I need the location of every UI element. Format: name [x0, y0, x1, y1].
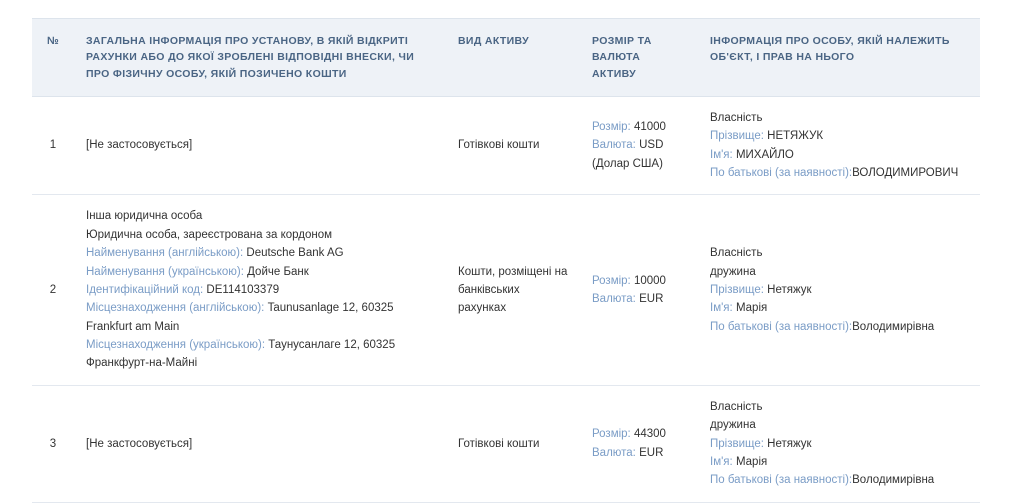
- owner-surname-line: [710, 281, 968, 299]
- asset-currency-label: Валюта:: [592, 139, 636, 152]
- cell-general-info: [74, 195, 446, 386]
- owner-patronymic-line: [710, 164, 968, 182]
- ownership-type: Власність: [710, 247, 763, 260]
- owner-surname-label: Прізвище:: [710, 437, 764, 450]
- owner-surname-label: Прізвище:: [710, 130, 764, 143]
- owner-patronymic-line: [710, 471, 968, 489]
- owner-firstname-line: [710, 146, 968, 164]
- asset-currency-label: Валюта:: [592, 446, 636, 459]
- owner-relation: дружина: [710, 265, 756, 278]
- entity-registration: Юридична особа, зареєстрована за кордоном: [86, 228, 333, 241]
- cell-general-info: [74, 96, 446, 195]
- entity-address-ua-line: [86, 336, 434, 373]
- owner-firstname-value: Марія: [735, 456, 768, 469]
- entity-name-ua-label: Найменування (українською):: [86, 265, 244, 278]
- entity-name-ua-value: Дойче Банк: [247, 265, 309, 278]
- column-header-size-currency: РОЗМІР ТА ВАЛЮТА АКТИВУ: [580, 19, 698, 97]
- table-header: [32, 19, 980, 97]
- asset-currency-note: (Долар США): [592, 157, 663, 170]
- asset-currency-line: [592, 290, 686, 308]
- owner-relation: дружина: [710, 419, 756, 432]
- asset-currency-value: USD: [639, 139, 664, 152]
- owner-patronymic-label: По батькові (за наявності):: [710, 320, 853, 333]
- entity-code-label: Ідентифікаційний код:: [86, 283, 204, 296]
- owner-surname-value: НЕТЯЖУК: [767, 130, 824, 143]
- table-row: [32, 385, 980, 502]
- owner-surname-value: Нетяжук: [767, 437, 812, 450]
- cell-owner-info: [698, 195, 980, 386]
- asset-size-line: [592, 272, 686, 290]
- owner-patronymic-value: Володимирівна: [852, 320, 935, 333]
- asset-currency-line: [592, 136, 686, 154]
- entity-address-ua-label: Місцезнаходження (українською):: [86, 339, 266, 352]
- entity-address-en-value: Taunusanlage 12, 60325 Frankfurt am Main: [86, 302, 394, 333]
- cell-size-currency: [580, 195, 698, 386]
- owner-surname-value: Нетяжук: [767, 283, 812, 296]
- owner-firstname-label: Ім'я:: [710, 302, 733, 315]
- entity-code-value: DE114103379: [206, 283, 280, 296]
- table-header-row: [32, 19, 980, 97]
- entity-name-ua-line: [86, 263, 434, 281]
- general-info-plain: [Не застосовується]: [86, 139, 193, 152]
- owner-surname-line: [710, 435, 968, 453]
- asset-size-line: [592, 118, 686, 136]
- ownership-type: Власність: [710, 400, 763, 413]
- column-header-general-info: ЗАГАЛЬНА ІНФОРМАЦІЯ ПРО УСТАНОВУ, В ЯКІЙ ВІДКРИТІ РАХУНКИ АБО ДО ЯКОЇ ЗРОБЛЕНІ ВІДПОВІДНІ ВНЕСКИ, ЧИ ПРО ФІЗИЧНУ ОСОБУ, ЯКІЙ ПОЗИЧЕНО КОШТИ: [74, 19, 446, 97]
- asset-currency-value: EUR: [639, 293, 664, 306]
- entity-address-en-label: Місцезнаходження (англійською):: [86, 302, 265, 315]
- entity-name-en-value: Deutsche Bank AG: [246, 247, 344, 260]
- asset-size-label: Розмір:: [592, 428, 631, 441]
- row-number: 1: [32, 96, 74, 195]
- owner-firstname-line: [710, 299, 968, 317]
- row-number: 3: [32, 385, 74, 502]
- entity-address-en-line: [86, 299, 434, 336]
- owner-surname-line: [710, 127, 968, 145]
- cell-asset-type: Готівкові кошти: [446, 96, 580, 195]
- row-number: 2: [32, 195, 74, 386]
- owner-firstname-line: [710, 453, 968, 471]
- entity-name-en-line: [86, 244, 434, 262]
- column-header-owner-info: ІНФОРМАЦІЯ ПРО ОСОБУ, ЯКІЙ НАЛЕЖИТЬ ОБ'ЄКТ, І ПРАВ НА НЬОГО: [698, 19, 980, 97]
- asset-size-label: Розмір:: [592, 274, 631, 287]
- owner-patronymic-line: [710, 318, 968, 336]
- cell-asset-type: Кошти, розміщені на банківських рахунках: [446, 195, 580, 386]
- entity-kind: Інша юридична особа: [86, 210, 203, 223]
- table-body: [32, 96, 980, 502]
- cell-general-info: [74, 385, 446, 502]
- cell-owner-info: [698, 96, 980, 195]
- table-row: [32, 195, 980, 386]
- column-header-asset-type: ВИД АКТИВУ: [446, 19, 580, 97]
- asset-size-value: 41000: [633, 120, 666, 133]
- asset-currency-value: EUR: [639, 446, 664, 459]
- owner-firstname-value: Марія: [735, 302, 768, 315]
- asset-size-line: [592, 425, 686, 443]
- owner-patronymic-value: Володимирівна: [852, 474, 935, 487]
- owner-surname-label: Прізвище:: [710, 283, 764, 296]
- owner-firstname-label: Ім'я:: [710, 148, 733, 161]
- table-row: [32, 96, 980, 195]
- owner-patronymic-value: ВОЛОДИМИРОВИЧ: [852, 166, 959, 179]
- owner-firstname-label: Ім'я:: [710, 456, 733, 469]
- cell-asset-type: Готівкові кошти: [446, 385, 580, 502]
- entity-name-en-label: Найменування (англійською):: [86, 247, 244, 260]
- column-header-number: №: [32, 19, 74, 97]
- assets-table: [32, 18, 980, 503]
- owner-firstname-value: МИХАЙЛО: [735, 148, 794, 161]
- asset-currency-line: [592, 444, 686, 462]
- owner-patronymic-label: По батькові (за наявності):: [710, 166, 853, 179]
- general-info-plain: [Не застосовується]: [86, 437, 193, 450]
- entity-address-ua-value: Таунусанлаге 12, 60325 Франкфурт-на-Майні: [86, 339, 396, 370]
- ownership-type: Власність: [710, 111, 763, 124]
- asset-currency-label: Валюта:: [592, 293, 636, 306]
- cell-owner-info: [698, 385, 980, 502]
- cell-size-currency: [580, 96, 698, 195]
- entity-code-line: [86, 281, 434, 299]
- asset-size-label: Розмір:: [592, 120, 631, 133]
- asset-size-value: 44300: [633, 428, 666, 441]
- owner-patronymic-label: По батькові (за наявності):: [710, 474, 853, 487]
- cell-size-currency: [580, 385, 698, 502]
- asset-size-value: 10000: [633, 274, 666, 287]
- assets-table-container: [32, 18, 980, 503]
